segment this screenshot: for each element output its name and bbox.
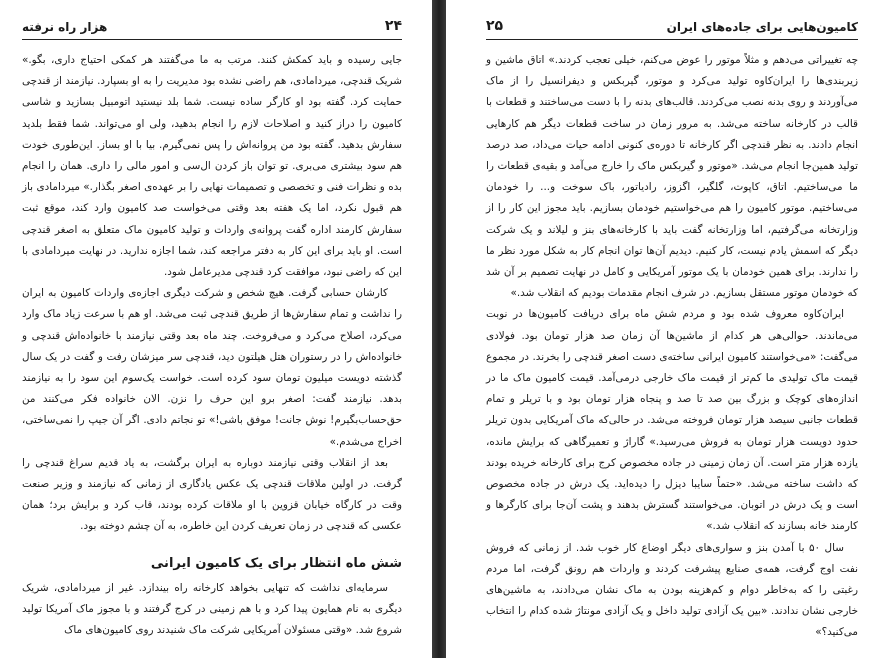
left-page-number: ۲۴ [384, 18, 402, 34]
left-page-header [22, 0, 402, 40]
right-paragraph-2: ایران‌کاوه معروف شده بود و مردم شش ماه برای دریافت کامیون‌ها در نوبت می‌ماندند. حوالی‌هی هر کدام از ماشین‌ها آن زمان صد هزار تومان بود. فولادی می‌گفت: «می‌خواستند کامیون ایرانی ساخته‌ی دست اصغر قندچی را بخرند. در مجموع قیمت ماک تولیدی ما کم‌تر از قیمت ماک خارجی درمی‌آمد. قیمت کامیون ماک ما در اندازه‌های کوچک و بزرگ بین صد تا صد و پنجاه هزار تومان بود و با تریلر و تمام قطعات جانبی سیصد هزار تومان فروخته می‌شد. در حالی‌که ماک آمریکایی بدون تریلر حدود دویست هزار تومان به فروش می‌رسید.» گاراژ و تعمیرگاهی که برایش مانده، یازده هزار متر است. آن زمان زمینی در جاده مخصوص کرج برای کارخانه خریده بودند که داشت ساخته می‌شد. «حتماً سایبا دیزل را دیده‌اید. یک درش در جاده مخصوص است و یک درش در اتوبان. می‌خواستند گسترش بدهند و پشت آن‌جا برای کارگرها و کارمند خانه بسازند که انقلاب شد.» [486, 308, 858, 533]
right-page-number: ۲۵ [486, 18, 504, 34]
book-gutter [432, 0, 446, 658]
right-paragraph-3: سال ۵۰ با آمدن بنز و سواری‌های دیگر اوضاع کار خوب شد. از زمانی که فروش نفت اوج گرفت، همه‌ی صنایع پیشرفت کردند و واردات هم رونق گرفت، اما مردم رغبتی را که به‌خاطر دوام و کم‌هزینه بودن به ماک نشان می‌دادند، به ماشین‌های خارجی نشان ندادند. «بین یک آزادی تولید داخل و یک آزادی مونتاژ شده کدام را انتخاب می‌کنید؟» [486, 541, 858, 639]
left-page-body [22, 50, 402, 641]
left-section-paragraph: سرمایه‌ای نداشت که تنهایی بخواهد کارخانه راه بیندازد. غیر از میردامادی، شریک دیگری به نام همایون پیدا کرد و با هم زمینی در کرج گرفتند و با مجوز ماک آمریکا تولید شروع شد. «وقتی مسئولان آمریکایی شرکت ماک شنیدند روی کامیون‌های ماک [22, 581, 402, 637]
left-page [0, 0, 432, 658]
right-page-header [486, 0, 858, 40]
left-paragraph-1: جایی رسیده و باید کمکش کنند. مرتب به ما می‌گفتند هر کمکی احتیاج داری، بگو.» شریک قندچی، میردامادی، هم راضی نشده بود مدیریت را به او بسپارد. نیازمند از قندچی حمایت کرد. گفته بود او کارگر ساده نیست. شما بلد نیستید اتومبیل بسازید و شاسی کامیون را دراز کنید و اصلاحات لازم را انجام بدهید، ولی او می‌تواند. شما فقط بلدید سفارش بدهید. گفته بود من پروانه‌اش را پس نمی‌گیرم. بیا با او بساز. این‌طوری خودت هم سود بیشتری می‌بری. تو توان باز کردن ال‌سی و امور مالی را داری. همان را انجام بده و نظرات فنی و تخصصی و تصمیمات نهایی را بر عهده‌ی اصغر بگذار.» میردامادی باز هم قبول نکرد، اما یک هفته بعد وقتی می‌خواست صد کامیون وارد کند، موقع ثبت سفارش کارمند اداره گفت پروانه‌ی واردات و تولید کامیون ماک متعلق به اصغر قندچی است. او باید برای این کار به دفتر مراجعه کند، شما اجازه ندارید. در نهایت میردامادی با این که راضی نبود، موافقت کرد قندچی مدیرعامل شود. [22, 54, 402, 279]
section-heading: شش ماه انتظار برای یک کامیون ایرانی [150, 555, 402, 571]
right-page [446, 0, 880, 658]
left-page-running-title: هزار راه نرفته [22, 20, 108, 34]
left-paragraph-3: بعد از انقلاب وقتی نیازمند دوباره به ایران برگشت، به یاد قدیم سراغ قندچی را گرفت. در اولین ملاقات قندچی یک عکس یادگاری از زمانی که نیازمند و وزیر صنعت وقت در کارگاه خیابان قزوین با او ملاقات کرده بودند، قاب کرد و برایش برد؛ همان عکسی که قندچی در زمان تعریف کردن این خاطره، به آن چشم دوخته بود. [22, 456, 402, 533]
left-paragraph-2: کارشان حسابی گرفت. هیچ شخص و شرکت دیگری اجازه‌ی واردات کامیون به ایران را نداشت و تمام سفارش‌ها از طریق قندچی ثبت می‌شد. او هم با سرعت زیاد ماک وارد می‌کرد، اصلاح می‌کرد و می‌فروخت. چند ماه بعد وقتی نیازمند با خانواده‌اش قندچی و خانواده‌اش را در رستوران هتل هیلتون دید، قندچی سر میزشان رفت و گفت در یک سال گذشته دویست میلیون تومان سود کرده است. خواست یک‌سوم این سود را به نیازمند بدهد. نیازمند گفت: اصغر برو این حرف را نزن. الان خانواده فکر می‌کنند من حق‌حساب‌بگیرم! نوش جانت! موفق باشی!» تو نجاتم دادی. اگر آن جیپ را نمی‌ساختی، اخراج می‌شدم.» [22, 287, 402, 448]
right-page-body [486, 50, 858, 644]
right-paragraph-1: چه تغییراتی می‌دهم و مثلاً موتور را عوض می‌کنم، خیلی تعجب کردند.» اتاق ماشین و زیربندی‌ها را ایران‌کاوه تولید می‌کرد و موتور، گیربکس و دیفرانسیل را از ماک می‌آوردند و روی بدنه نصب می‌کردند. قالب‌های بدنه را با دست می‌ساختند و قطعات با قالب در کارخانه ساخته می‌شد. به مرور زمان در ساخت قطعات دیگر هم کارهایی انجام دادند. به نظر قندچی اگر کارخانه تا دوره‌ی کنونی ادامه حیات می‌داد، صد درصد تولید همین‌جا انجام می‌شد. «موتور و گیربکس ماک را خارج می‌آمد و بقیه‌ی قطعات را ما می‌ساختیم. اتاق، کاپوت، گلگیر، اگزوز، رادیاتور، باک سوخت و... را خودمان می‌ساختیم. موتور کامیون را هم می‌خواستیم خودمان بسازیم. باید مجوز این کار را از وزارتخانه می‌گرفتیم، اما وزارتخانه گفت باید با کارخانه‌های بنز و لیلاند و یک شرکت دیگر که اسمش یادم نیست، کار کنیم. دیدیم آن‌ها توان انجام کار به شکل مورد نظر ما را ندارند. برای همین خودمان با یک موتور آمریکایی و کامل در نهایت تصمیم بر آن شد که خودمان موتور مستقل بسازیم. در شرف انجام مقدمات بودیم که انقلاب شد.» [486, 54, 858, 300]
right-page-running-title: کامیون‌هایی برای جاده‌های ایران [666, 20, 858, 34]
